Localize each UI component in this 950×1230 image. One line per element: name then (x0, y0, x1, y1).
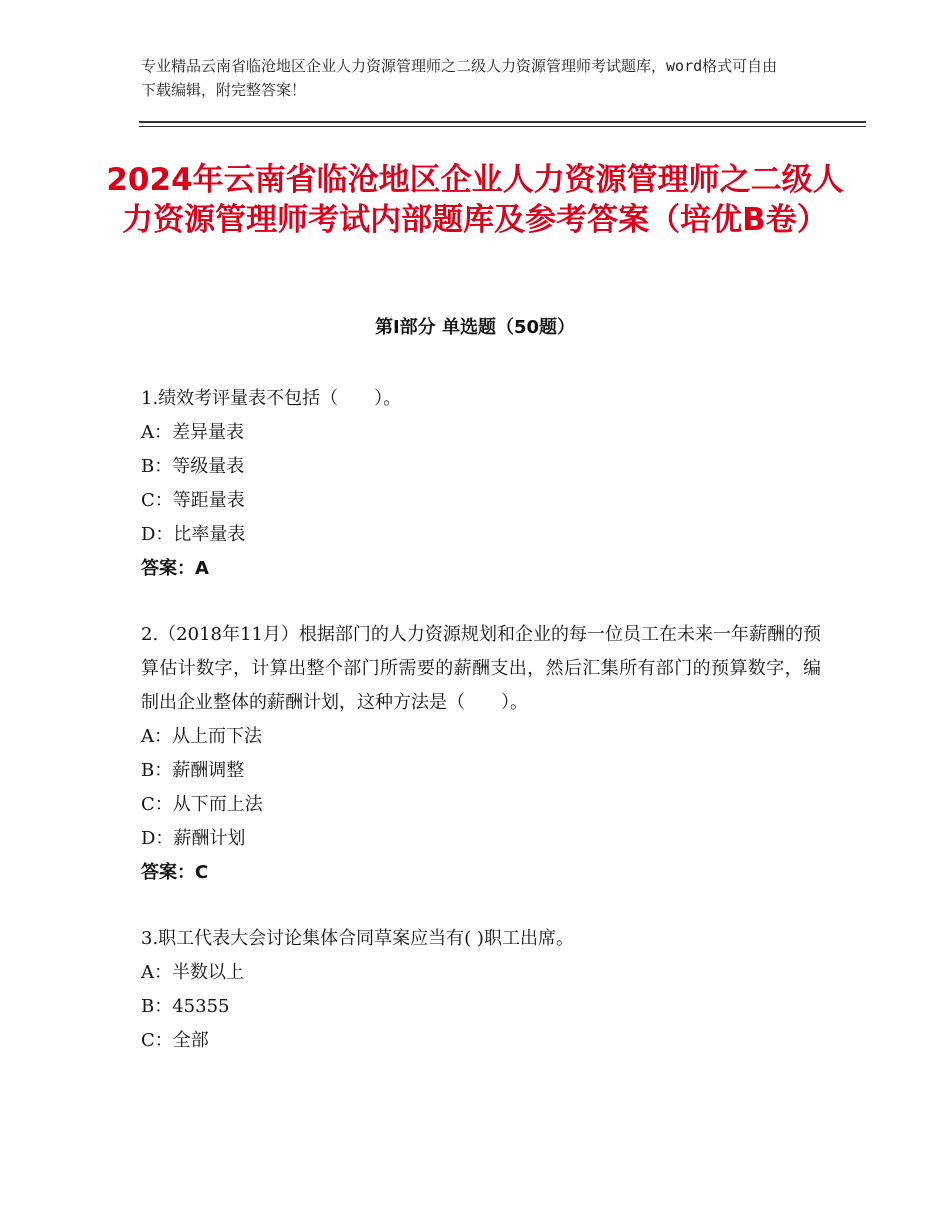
option-c: C：等距量表 (141, 490, 245, 511)
answer-label: 答案：A (141, 558, 209, 579)
option-c: C：全部 (141, 1030, 209, 1051)
document-title: 2024年云南省临沧地区企业人力资源管理师之二级人力资源管理师考试内部题库及参考答案（培优B卷） (106, 162, 844, 238)
option-b: B：薪酬调整 (141, 760, 245, 781)
question-stem: 3.职工代表大会讨论集体合同草案应当有( )职工出席。 (141, 928, 574, 949)
question-stem: 1.绩效考评量表不包括（ ）。 (141, 388, 402, 409)
header-rule-thin (139, 126, 866, 127)
option-c: C：从下而上法 (141, 794, 263, 815)
question-stem: 2.（2018年11月）根据部门的人力资源规划和企业的每一位员工在未来一年薪酬的预算估计数字，计算出整个部门所需要的薪酬支出，然后汇集所有部门的预算数字，编制出企业整体的薪酬计划，这种方法是（ ）。 (141, 624, 821, 713)
question-2 (141, 618, 821, 890)
answer-label: 答案：C (141, 862, 209, 883)
option-a: A：半数以上 (141, 962, 244, 983)
header-note: 专业精品云南省临沧地区企业人力资源管理师之二级人力资源管理师考试题库，word格式可自由下载编辑，附完整答案！ (141, 57, 778, 99)
question-list (141, 382, 821, 1090)
question-3 (141, 922, 821, 1058)
header-rule-thick (139, 121, 866, 123)
option-b: B：45355 (141, 996, 230, 1017)
question-1 (141, 382, 821, 586)
section-heading: 第Ⅰ部分 单选题（50题） (374, 317, 575, 338)
option-d: D：比率量表 (141, 524, 246, 545)
option-a: A：差异量表 (141, 422, 244, 443)
option-b: B：等级量表 (141, 456, 245, 477)
option-d: D：薪酬计划 (141, 828, 246, 849)
option-a: A：从上而下法 (141, 726, 262, 747)
